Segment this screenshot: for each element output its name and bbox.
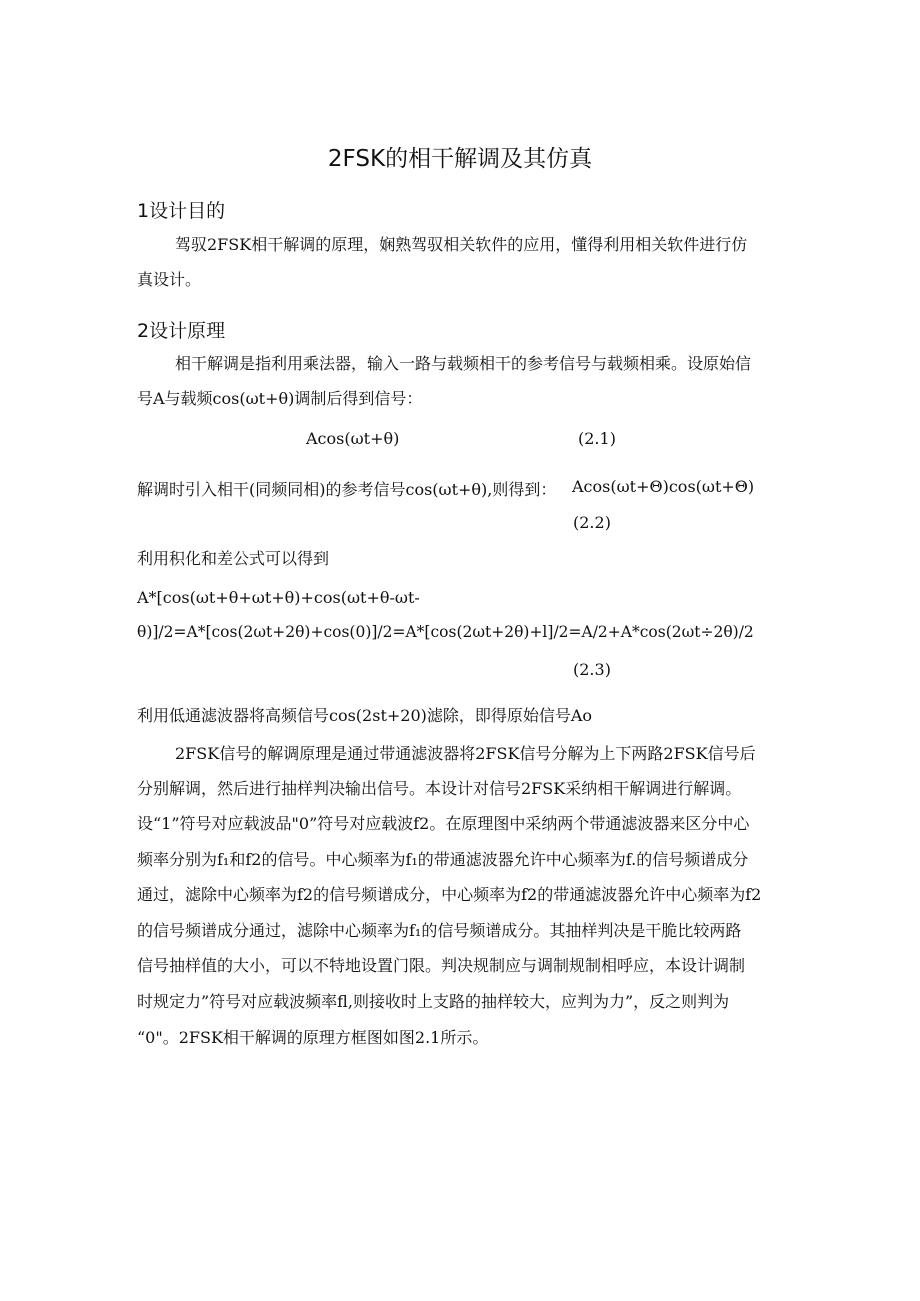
equation-2-3-line2: θ)]/2=A*[cos(2ωt+2θ)+cos(0)]/2=A*[cos(2ωt+2θ)+l]/2=A/2+A*cos(2ωt÷2θ)/2 [137,623,754,641]
paragraph-line: “0"。2FSK相干解调的原理方框图如图2.1所示。 [137,1028,489,1047]
paragraph-line: 2FSK信号的解调原理是通过带通滤波器将2FSK信号分解为上下两路2FSK信号后 [175,744,756,763]
paragraph-line: 频率分别为f₁和f2的信号。中心频率为f₁的带通滤波器允许中心频率为f.的信号频谱成分 [137,850,749,869]
paragraph-line: 利用积化和差公式可以得到 [137,549,330,568]
equation-2-1: Acos(ωt+θ) [306,429,400,448]
paragraph-line: 解调时引入相干(同频同相)的参考信号cos(ωt+θ),则得到： [137,480,557,499]
paragraph-line: 分别解调，然后进行抽样判决输出信号。本设计对信号2FSK采纳相干解调进行解调。 [137,779,742,798]
equation-number: (2.1) [578,429,616,448]
paragraph-line: 时规定力”符号对应载波频率fl,则接收时上支路的抽样较大，应判为力”，反之则判为 [137,992,730,1011]
paragraph-line: 真设计。 [137,270,202,289]
equation-2-3-line1: A*[cos(ωt+θ+ωt+θ)+cos(ωt+θ-ωt- [137,588,420,607]
page-title: 2FSK的相干解调及其仿真 [327,146,593,172]
paragraph-line: 的信号频谱成分通过，滤除中心频率为f₁的信号频谱成分。其抽样判决是干脆比较两路 [137,921,742,940]
section-heading-1: 1设计目的 [137,200,226,222]
paragraph-line: 利用低通滤波器将高频信号cos(2st+20)滤除，即得原始信号Ao [137,706,593,725]
section-heading-2: 2设计原理 [137,320,226,342]
paragraph-line: 信号抽样值的大小，可以不特地设置门限。判决规制应与调制规制相呼应，本设计调制 [137,956,746,975]
paragraph-line: 通过，滤除中心频率为f2的信号频谱成分，中心频率为f2的带通滤波器允许中心频率为f2 [137,885,762,904]
paragraph-line: 驾驭2FSK相干解调的原理，娴熟驾驭相关软件的应用，懂得利用相关软件进行仿 [175,235,748,254]
paragraph-line: 号A与载频cos(ωt+θ)调制后得到信号： [137,389,423,408]
equation-2-2: Acos(ωt+Θ)cos(ωt+Θ) [572,477,755,496]
paragraph-line: 相干解调是指利用乘法器，输入一路与载频相干的参考信号与载频相乘。设原始信 [175,354,752,373]
paragraph-line: 设“1”符号对应载波品"0”符号对应载波f2。在原理图中采纳两个带通滤波器来区分中心 [137,814,750,833]
equation-number: (2.2) [573,513,611,532]
equation-number: (2.3) [573,660,611,679]
